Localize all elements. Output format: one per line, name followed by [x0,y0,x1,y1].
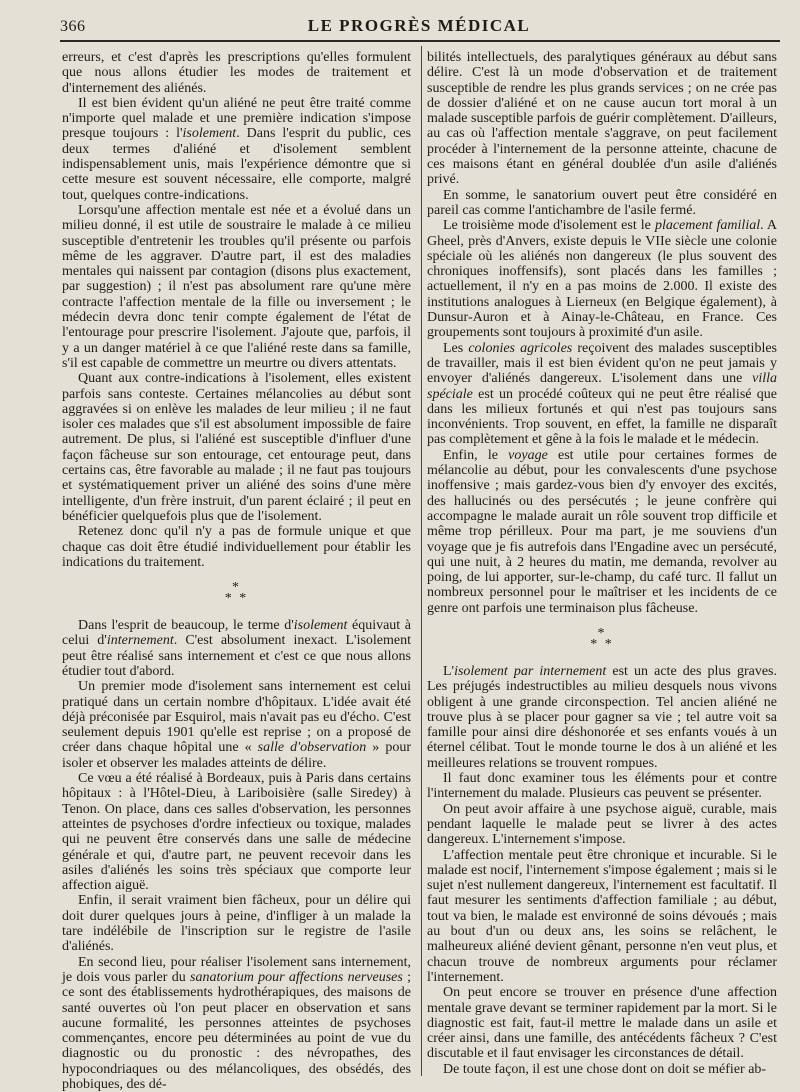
paragraph [62,96,411,203]
text-run: bilités intellectuels, des paralytiques généraux au début sans délire. C'est là un mode d'observation et de traitement susceptible de rendre les plus grands services ; on ne crée pas de dossier d'aliéné et on ne cause aucun tort moral à un malade susceptible parfois de guérir complètement. D'ailleurs, au cas où l'affection mentale s'aggrave, on peut facilement procéder à l'internement de la personne atteinte, chacune de ces maisons étant en général doublée d'un asile d'aliénés privé. [427,50,777,188]
paragraph [427,771,777,802]
text-run: En second lieu, pour réaliser l'isolement sans internement, je dois vous parler du [62,954,411,985]
right-column [427,50,777,1077]
paragraph [427,664,777,771]
text-run: L' [443,663,455,679]
text-run: . A Gheel, près d'Anvers, existe depuis le VIIe siècle une colonie spéciale où les aliénés non dangereux (le plus souvent des chroniques inoffensifs), sont placés dans les familles ; actuellement, il n'y en a pas moins de 2.000. Il existe des institutions analogues à Lierneux (en Belgique également), à Dunsur-Auron et à Ainay-le-Château, en France. Ces groupements sont toujours à proximité d'un asile. [427,218,778,341]
italic-term: internement [106,633,174,649]
header-rule [60,40,780,42]
italic-term: isolement [182,126,237,142]
text-run: L'affection mentale peut être chronique et incurable. Si le malade est nocif, l'internement s'impose également ; mais si le sujet n'est nullement dangereux, l'internement est facultatif. Il faut mesurer les sentiments d'affection familiale ; au début, tout va bien, le malade est environné de soins dévoués ; mais au bout d'un ou deux ans, les soins se relâchent, le malheureux aliéné devient gênant, personne n'en veut plus, et chacun trouve de nombreux arguments pour réclamer l'internement. [427,847,777,985]
text-run: erreurs, et c'est d'après les prescriptions qu'elles formulent que nous allons étudier les modes de traitement et d'internement des aliénés. [62,50,411,96]
italic-term: salle d'observation [257,740,367,756]
text-run: Le troisième mode d'isolement est le [443,218,655,234]
text-run: Enfin, il serait vraiment bien fâcheux, pour un délire qui doit durer quelques jours à peine, d'infliger à un malade la tare indélébile de l'inscription sur le registre de l'asile d'aliénés. [62,893,411,955]
italic-term: villa spéciale [427,371,777,402]
text-run: équivaut à celui d' [62,618,412,649]
paragraph [427,802,777,848]
text-run: Lorsqu'une affection mentale est née et a évolué dans un milieu donné, il est utile de soustraire le malade à ce milieu susceptible d'entretenir les troubles qu'il présente ou parfois même de les aggraver. D'autre part, il est des maladies mentales qui naissent par contagion (disons plus exactement, par suggestion) ; il n'est pas absolument rare qu'une mère contracte l'affection mentale de la fille ou inversement ; le médecin devra donc tenir compte également de l'état de l'entourage pour prescrire l'isolement. J'ajoute que, parfois, il y a un danger matériel à ce que l'aliéné reste dans sa famille, s'il est capable de commettre un meurtre ou divers attentats. [62,202,411,371]
paragraph [62,771,411,893]
paragraph [427,341,777,448]
text-run: Ce vœu a été réalisé à Bordeaux, puis à Paris dans certains hôpitaux : à l'Hôtel-Dieu, à Lariboisière (salle Siredey) à Tenon. On place, dans ces salles d'observation, les personnes atteintes de psychoses d'ordre infectieux ou toxique, malades qui ne peuvent être conservés dans une salle de médecine générale et qui, d'autre part, ne peuvent recevoir dans les asiles d'aliénés les soins très spéciaux que comporte leur affection aiguë. [62,771,411,894]
paragraph [62,371,411,524]
text-run: Enfin, le [443,447,509,463]
italic-term: colonies agricoles [468,340,573,356]
running-header [58,10,780,38]
left-column [62,50,411,1092]
section-separator: * * * [590,625,614,652]
text-run: Un premier mode d'isolement sans internement est celui pratiqué dans un certain nombre d'hôpitaux. L'idée avait été déjà préconisée par Esquirol, mais n'avait pas eu d'écho. C'est seulement depuis 1901 qu'elle est reprise ; on a proposé de créer dans chaque hôpital une « [62,679,411,756]
text-run: est utile pour certaines formes de mélancolie au début, pour les convalescents d'une psychose inoffensive ; mais gardez-vous bien d'y envoyer des excités, des hallucinés ou des persécutés ; le jeune confrère qui accompagne le malade aurait un rôle souvent trop difficile et même trop périlleux. Pour ma part, je me souviens d'un voyage que je fis autrefois dans l'Engadine avec un persécuté, qui une nuit, à 2 heures du matin, me demanda, revolver au poing, de lui apporter, sur-le-champ, du café turc. Il fallut un nombreux personnel pour le maîtriser et les incidents de ce genre ont parfois une terminaison plus fâcheuse. [427,447,777,616]
paragraph [62,50,411,96]
paragraph [62,618,411,679]
text-run: Dans l'esprit de beaucoup, le terme d' [78,618,294,634]
text-run: De toute façon, il est une chose dont on doit se méfier ab- [443,1061,767,1077]
text-run: En somme, le sanatorium ouvert peut être considéré en pareil cas comme l'antichambre de l'asile fermé. [427,187,777,218]
text-run: ; ce sont des établissements hydrothérapiques, des maisons de santé ouvertes où l'on peut placer en observation et sans aucune formalité, les personnes atteintes de psychoses commençantes, encore peu déterminées au point de vue du diagnostic ou du pronostic : des névropathes, des hypocondriaques ou des mélancoliques, des obsédés, des phobiques, des dé- [62,969,412,1092]
paragraph [62,955,411,1092]
paragraph [62,524,411,570]
text-run: Les [443,340,469,356]
italic-term: isolement [293,618,348,634]
paragraph [427,985,777,1061]
text-run: Quant aux contre-indications à l'isolement, elles existent parfois sans conteste. Certaines mélancolies au début sont aggravées si on enlève les malades de leur milieu ; il ne faut isoler ces malades que s'il est absolument impossible de faire autrement. De plus, si l'aliéné est susceptible d'influer d'une façon fâcheuse sur son entourage, cet entourage peut, dans certains cas, être favorable au malade ; il ne faut pas toujours et systématiquement priver un aliéné des soins d'une mère intelligente, d'un frère instruit, d'un parent éclairé ; il peut en bénéficier quelquefois plus que de l'isolement. [62,371,411,524]
paragraph [427,188,777,219]
text-run: On peut encore se trouver en présence d'une affection mentale grave devant se terminer rapidement par la mort. Si le diagnostic est fait, faut-il mettre le malade dans un asile et créer ainsi, dans une famille, des antécédents fâcheux ? C'est discutable et il faut envisager les circonstances de détail. [427,985,777,1062]
text-run: . C'est absolument inexact. L'isolement peut être réalisé sans internement et c'est ce que nous allons étudier tout d'abord. [62,633,412,679]
italic-term: voyage [508,447,548,463]
paragraph [427,1062,777,1077]
column-divider [421,46,422,1076]
text-run: Retenez donc qu'il n'y a pas de formule unique et que chaque cas doit être étudié individuellement pour établir les indications du traitement. [62,524,411,570]
text-run: Il faut donc examiner tous les éléments pour et contre l'internement du malade. Plusieurs cas peuvent se présenter. [427,771,777,802]
section-separator: * * * [224,580,249,607]
text-run: est un acte des plus graves. Les préjugés indestructibles au milieu desquels nous vivons obligent à une grande circonspection. Tel ancien aliéné ne trouve plus à se placer pour gagner sa vie ; tel autre voit sa famille pour ainsi dire déshonorée et ses enfants voués à un éternel célibat. Tout le monde tourne le dos à un aliéné et les meilleures relations se trouvent rompues. [427,663,777,771]
paragraph [427,848,777,986]
paragraph [427,50,777,188]
paragraph [427,218,777,340]
paragraph [62,679,411,771]
paragraph [427,448,777,616]
text-run: Il est bien évident qu'un aliéné ne peut être traité comme n'importe quel malade et une première indication s'impose presque toujours : l' [62,95,411,142]
paragraph [62,203,411,371]
text-run: . Dans l'esprit du public, ces deux termes d'aliéné et d'isolement semblent indispensablement unis, mais l'expérience démontre que si cette mesure est souvent nécessaire, elle comporte, malgré tout, quelques contre-indications. [62,126,411,203]
page-number: 366 [60,18,86,35]
journal-title: LE PROGRÈS MÉDICAL [307,16,531,35]
italic-term: placement familial [654,218,761,234]
text-run: reçoivent des malades susceptibles de travailler, mais il est bien évident qu'on ne peut jamais y envoyer d'aliénés dangereux. L'isolement dans une [427,340,777,387]
paragraph [62,893,411,954]
text-run: On peut avoir affaire à une psychose aiguë, curable, mais pendant laquelle le malade peut se livrer à des actes dangereux. L'internement s'impose. [427,801,777,848]
text-run: » pour isoler et observer les malades atteints de délire. [62,740,411,771]
text-run: est un procédé coûteux qui ne peut être réalisé que dans les milieux fortunés et qui n'est pas toujours sans inconvénients. Trop souvent, en effet, la famille ne disparaît pas complètement et gêne à la fois le malade et le médecin. [427,386,777,448]
italic-term: isolement par internement [454,663,607,679]
italic-term: sanatorium pour affections nerveuses [190,969,403,985]
